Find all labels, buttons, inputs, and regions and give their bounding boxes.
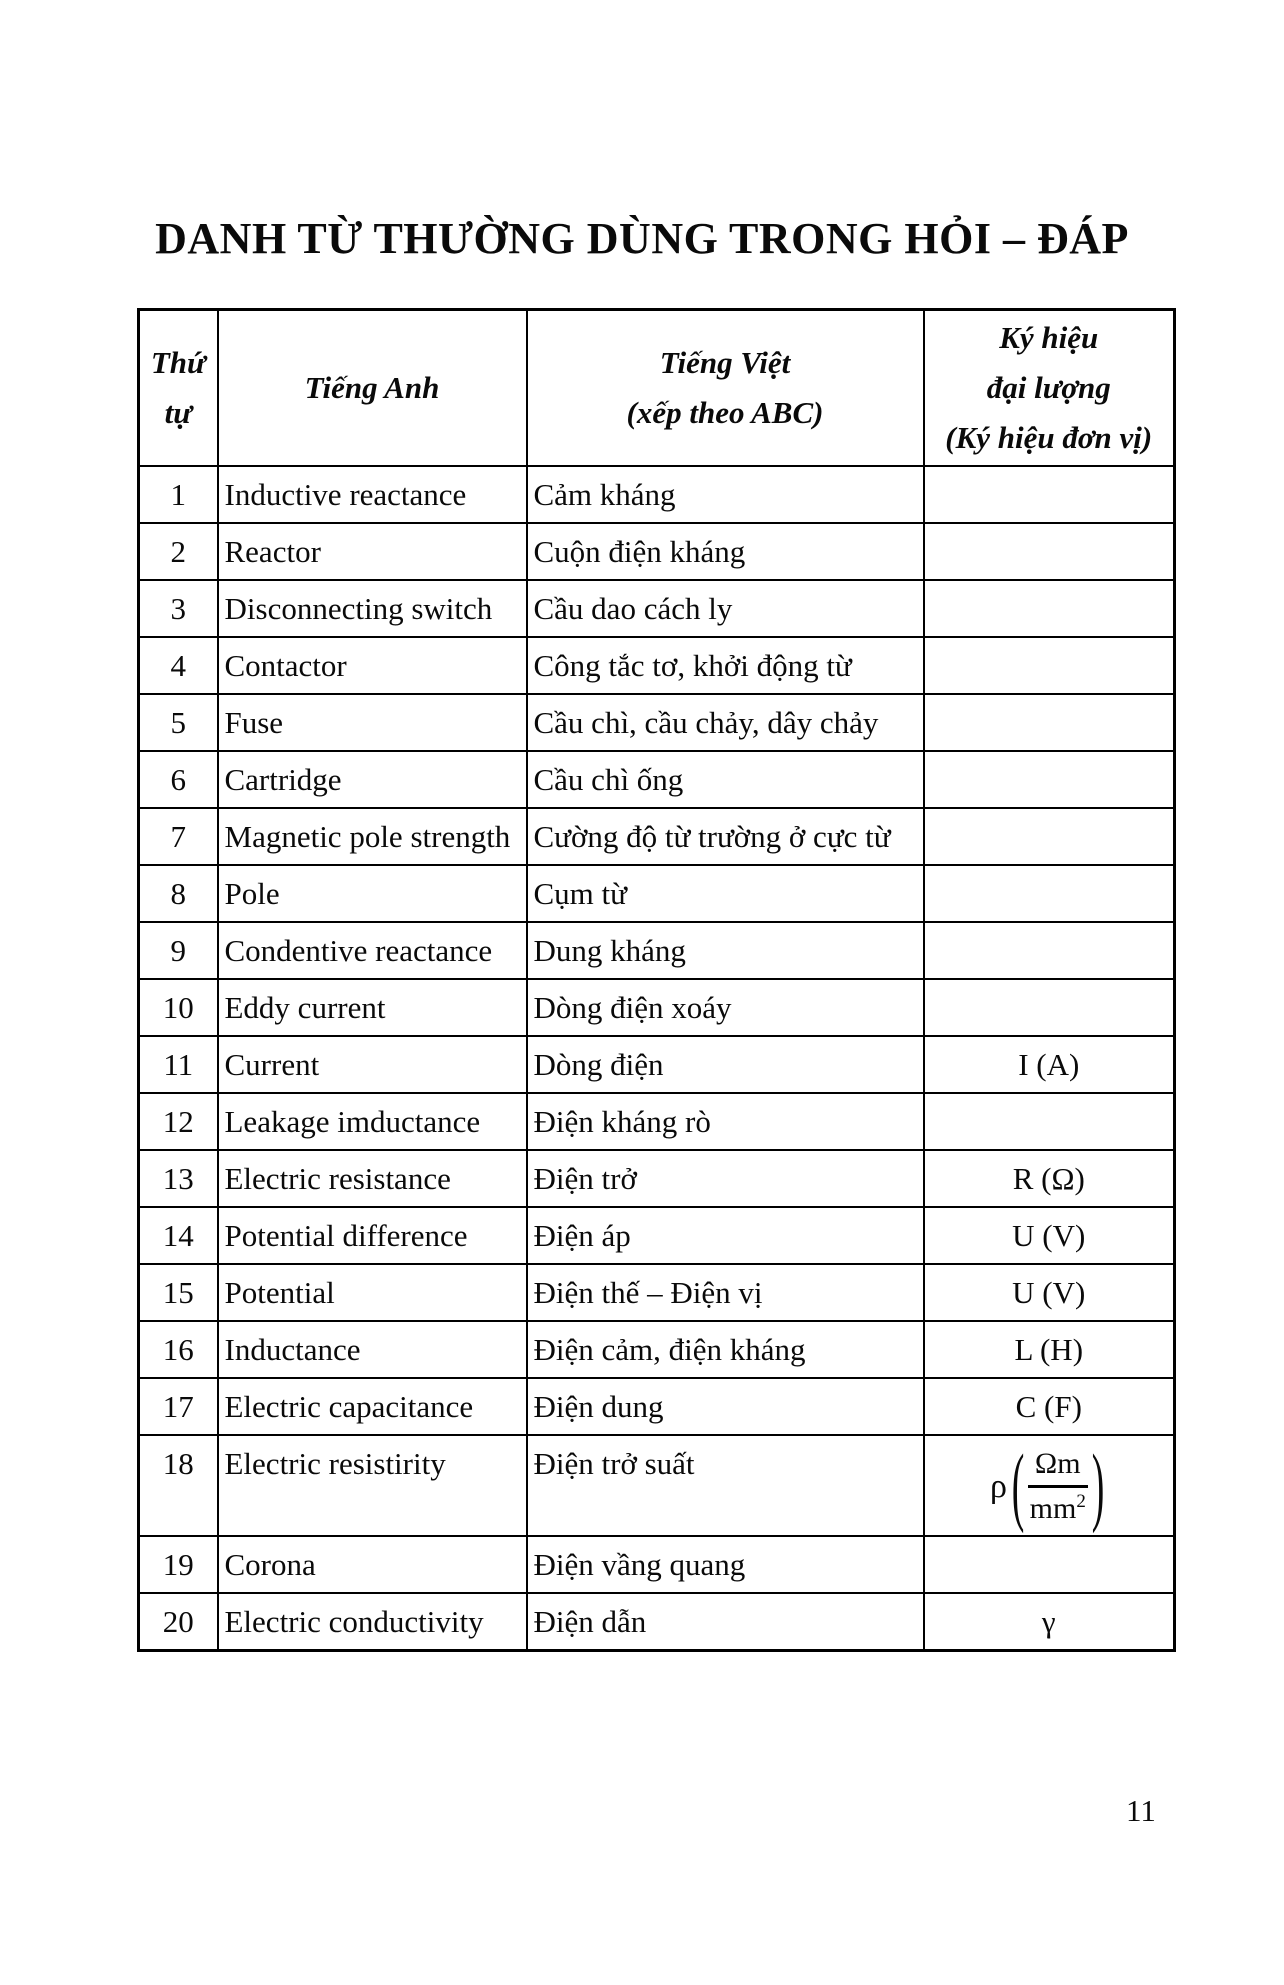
header-line: Thứ [150,345,206,380]
table-row [139,1435,1175,1536]
cell-english: Condentive reactance [218,922,527,979]
table-row [139,694,1175,751]
cell-order-number: 8 [139,865,218,922]
cell-vietnamese: Cầu chì ống [527,751,924,808]
cell-vietnamese: Điện áp [527,1207,924,1264]
cell-symbol: U (V) [924,1264,1175,1321]
cell-order-number: 13 [139,1150,218,1207]
cell-symbol [924,808,1175,865]
cell-symbol [924,466,1175,523]
cell-vietnamese: Điện kháng rò [527,1093,924,1150]
table-row [139,1207,1175,1264]
cell-vietnamese: Điện dẫn [527,1593,924,1651]
terms-table [137,308,1176,1652]
cell-vietnamese: Điện trở suất [527,1435,924,1536]
table-row [139,1321,1175,1378]
cell-order-number: 17 [139,1378,218,1435]
table-row [139,523,1175,580]
header-english [218,310,527,467]
cell-english: Pole [218,865,527,922]
cell-vietnamese: Điện dung [527,1378,924,1435]
cell-english: Inductive reactance [218,466,527,523]
cell-symbol [924,637,1175,694]
header-line: Ký hiệu [999,320,1099,355]
cell-order-number: 1 [139,466,218,523]
table-row [139,922,1175,979]
table-row [139,1536,1175,1593]
right-parenthesis: ) [1091,1436,1104,1535]
cell-vietnamese: Dòng điện xoáy [527,979,924,1036]
cell-english: Cartridge [218,751,527,808]
cell-english: Potential [218,1264,527,1321]
cell-symbol: R (Ω) [924,1150,1175,1207]
fraction-denominator: $mm^2$ [1029,1491,1086,1525]
cell-order-number: 19 [139,1536,218,1593]
table-row [139,808,1175,865]
table-row [139,1036,1175,1093]
table-row [139,1593,1175,1651]
table-row [139,751,1175,808]
cell-symbol [924,694,1175,751]
cell-vietnamese: Công tắc tơ, khởi động từ [527,637,924,694]
cell-symbol: γ [924,1593,1175,1651]
header-line: tự [164,395,192,430]
cell-symbol [924,979,1175,1036]
header-row [139,310,1175,467]
cell-order-number: 10 [139,979,218,1036]
cell-order-number: 5 [139,694,218,751]
cell-symbol [924,523,1175,580]
cell-english: Leakage imductance [218,1093,527,1150]
cell-order-number: 15 [139,1264,218,1321]
cell-vietnamese: Dòng điện [527,1036,924,1093]
cell-vietnamese: Điện vầng quang [527,1536,924,1593]
cell-symbol: U (V) [924,1207,1175,1264]
cell-symbol: L (H) [924,1321,1175,1378]
cell-order-number: 7 [139,808,218,865]
cell-order-number: 4 [139,637,218,694]
table-row [139,637,1175,694]
cell-vietnamese: Cầu chì, cầu chảy, dây chảy [527,694,924,751]
cell-vietnamese: Cầu dao cách ly [527,580,924,637]
cell-order-number: 20 [139,1593,218,1651]
cell-english: Contactor [218,637,527,694]
header-symbol [924,310,1175,467]
cell-symbol [924,580,1175,637]
cell-vietnamese: Điện thế – Điện vị [527,1264,924,1321]
cell-english: Electric resistance [218,1150,527,1207]
cell-order-number: 2 [139,523,218,580]
cell-english: Corona [218,1536,527,1593]
page-number: 11 [1126,1793,1156,1828]
header-line: (xếp theo ABC) [626,395,824,430]
header-vietnamese [527,310,924,467]
cell-vietnamese: Điện cảm, điện kháng [527,1321,924,1378]
cell-vietnamese: Cuộn điện kháng [527,523,924,580]
fraction-exponent: 2 [1076,1491,1086,1512]
table-row [139,979,1175,1036]
cell-order-number: 16 [139,1321,218,1378]
cell-vietnamese: Cảm kháng [527,466,924,523]
table-row [139,1264,1175,1321]
cell-english: Electric capacitance [218,1378,527,1435]
table-row [139,466,1175,523]
cell-english: Current [218,1036,527,1093]
cell-symbol: I (A) [924,1036,1175,1093]
cell-order-number: 12 [139,1093,218,1150]
table-body [139,466,1175,1651]
cell-english: Electric conductivity [218,1593,527,1651]
header-line: Tiếng Việt [659,345,791,380]
table-row [139,580,1175,637]
cell-english: Inductance [218,1321,527,1378]
cell-vietnamese: Dung kháng [527,922,924,979]
formula-fraction [1028,1447,1088,1526]
table-row [139,865,1175,922]
cell-symbol [924,922,1175,979]
table-row [139,1093,1175,1150]
cell-english: Disconnecting switch [218,580,527,637]
cell-english: Magnetic pole strength [218,808,527,865]
formula-coefficient: ρ [989,1468,1007,1505]
cell-order-number: 14 [139,1207,218,1264]
cell-symbol [924,1435,1175,1536]
cell-vietnamese: Cụm từ [527,865,924,922]
header-line: (Ký hiệu đơn vị) [945,420,1153,455]
cell-order-number: 6 [139,751,218,808]
resistivity-formula [989,1436,1108,1535]
cell-english: Potential difference [218,1207,527,1264]
cell-vietnamese: Điện trở [527,1150,924,1207]
cell-order-number: 11 [139,1036,218,1093]
page-title: DANH TỪ THƯỜNG DÙNG TRONG HỎI – ĐÁP [155,214,1129,263]
cell-symbol [924,751,1175,808]
cell-symbol: C (F) [924,1378,1175,1435]
cell-english: Eddy current [218,979,527,1036]
cell-order-number: 3 [139,580,218,637]
cell-english: Reactor [218,523,527,580]
header-line: đại lượng [986,370,1111,405]
table-row [139,1150,1175,1207]
fraction-numerator: Ωm [1028,1447,1088,1488]
left-parenthesis: ( [1011,1436,1025,1535]
cell-order-number: 9 [139,922,218,979]
cell-symbol [924,1536,1175,1593]
cell-symbol [924,1093,1175,1150]
cell-english: Electric resistirity [218,1435,527,1536]
cell-symbol [924,865,1175,922]
cell-order-number: 18 [139,1435,218,1536]
header-order-number [139,310,218,467]
cell-english: Fuse [218,694,527,751]
header-line: Tiếng Anh [304,370,440,405]
table-row [139,1378,1175,1435]
cell-vietnamese: Cường độ từ trường ở cực từ [527,808,924,865]
table-header [139,310,1175,467]
